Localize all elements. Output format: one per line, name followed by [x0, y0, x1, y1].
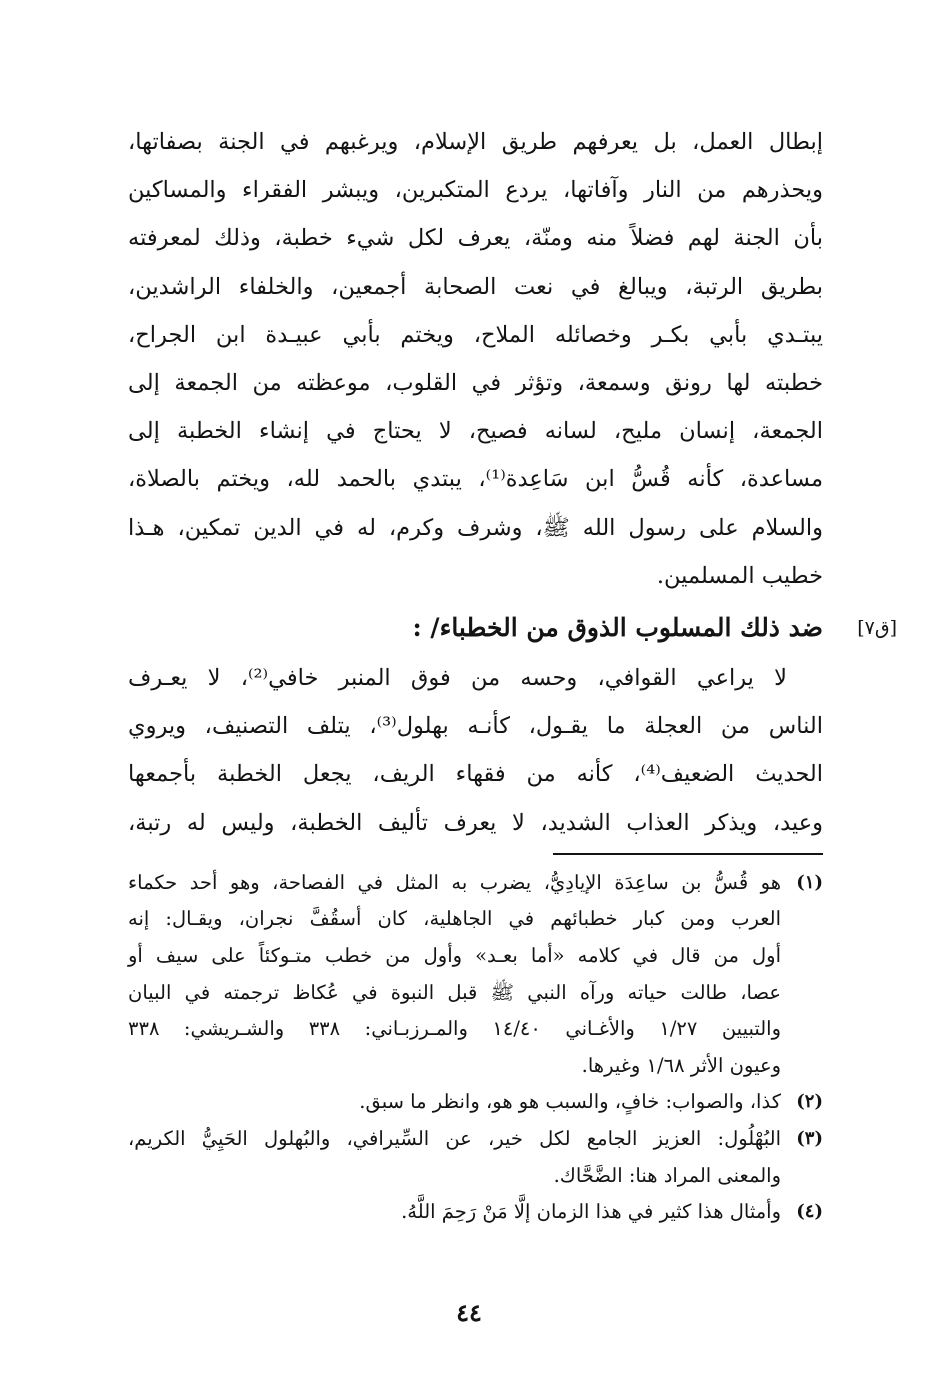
footnote-text: [128, 1121, 781, 1194]
footnote-line: والمعنى المراد هنا: الضَّحَّاك.: [553, 1163, 781, 1187]
body-line: الحديث الضعيف⁽⁴⁾، كأنه من فقهاء الريف، يجعل الخطبة بأجمعها: [128, 761, 823, 788]
body-line: الناس من العجلة ما يقـول، كأنـه بهلول⁽³⁾، يتلف التصنيف، ويروي: [128, 713, 823, 740]
footnote-4: [128, 1194, 823, 1231]
footnote-number: (٢): [796, 1091, 823, 1113]
footnote-line: أول من قال في كلامه «أما بعـد» وأول من خطب متـوكئاً على سيف أو: [128, 944, 781, 968]
page-content: [128, 118, 897, 1231]
body-line: بأن الجنة لهم فضلاً منه ومنّة، يعرف لكل شيء خطبة، وذلك لمعرفته: [128, 225, 823, 252]
footnote-line: البُهْلُول: العزيز الجامع لكل خير، عن السِّيرافي، والبُهلول الحَيِيُّ الكريم،: [128, 1127, 781, 1150]
body-line: خطبته لها رونق وسمعة، وتؤثر في القلوب، موعظته من الجمعة إلى: [128, 370, 823, 397]
body-line: لا يراعي القوافي، وحسه من فوق المنبر خافي⁽²⁾، لا يعـرف: [128, 665, 787, 692]
section-heading: [128, 602, 897, 654]
footnote-separator: [553, 853, 823, 855]
body-line: والسلام على رسول الله ﷺ، وشرف وكرم، له في الدين تمكين، هـذا: [128, 514, 823, 541]
footnote-line: العرب ومن كبار خطبائهم في الجاهلية، كان أسقُفَّ نجران، ويقـال: إنه: [128, 907, 781, 931]
footnote-number: (١): [796, 871, 823, 893]
footnote-line: عصا، طالت حياته ورآه النبي ﷺ قبل النبوة في عُكاظ ترجمته في البيان: [128, 980, 781, 1004]
section-heading-text: ضد ذلك المسلوب الذوق من الخطباء/ :: [412, 613, 823, 643]
body-line: ويحذرهم من النار وآفاتها، يردع المتكبرين، ويبشر الفقراء والمساكين: [128, 177, 823, 204]
footnote-text: [128, 1084, 781, 1121]
footnote-number: (٤): [796, 1201, 823, 1223]
footnote-1: [128, 865, 823, 1085]
footnote-line: كذا، والصواب: خافٍ، والسبب هو هو، وانظر ما سبق.: [359, 1090, 781, 1114]
footnote-3: [128, 1121, 823, 1194]
footnote-text: [128, 865, 781, 1085]
body-line: وعيد، ويذكر العذاب الشديد، لا يعرف تأليف الخطبة، وليس له رتبة،: [128, 809, 823, 836]
page-number: ٤٤: [456, 1298, 482, 1327]
footnote-line: وعيون الأثر ١/٦٨ وغيرها.: [581, 1053, 781, 1077]
footnote-line: هو قُسُّ بن ساعِدَة الإيادِيُّ، يضرب به المثل في الفصاحة، وهو أحد حكماء: [128, 870, 781, 894]
manuscript-folio-mark: [ق٧]: [857, 617, 897, 640]
body-line: بطريق الرتبة، ويبالغ في نعت الصحابة أجمعين، والخلفاء الراشدين،: [128, 273, 823, 300]
footnote-line: والتبيين ١/٢٧ والأغـاني ١٤/٤٠ والمـرزبـاني: ٣٣٨ والشـريشي: ٣٣٨: [128, 1017, 781, 1041]
footnote-2: [128, 1084, 823, 1121]
body-line: مساعدة، كأنه قُسُّ ابن سَاعِدة⁽¹⁾، يبتدي بالحمد لله، ويختم بالصلاة،: [128, 466, 823, 493]
body-paragraph-2: [128, 654, 823, 847]
footnote-line: وأمثال هذا كثير في هذا الزمان إلَّا مَنْ رَحِمَ اللَّهُ.: [401, 1200, 781, 1224]
body-paragraph-1: [128, 118, 823, 600]
body-line: خطيب المسلمين.: [656, 562, 823, 589]
body-line: الجمعة، إنسان مليح، لسانه فصيح، لا يحتاج في إنشاء الخطبة إلى: [128, 418, 823, 445]
body-line: إبطال العمل، بل يعرفهم طريق الإسلام، ويرغبهم في الجنة بصفاتها،: [128, 129, 823, 155]
footnote-number: (٣): [796, 1128, 823, 1149]
footnote-text: [128, 1194, 781, 1231]
body-line: يبتـدي بأبي بكـر وخصائله الملاح، ويختم بأبي عبيـدة ابن الجراح،: [128, 321, 823, 348]
